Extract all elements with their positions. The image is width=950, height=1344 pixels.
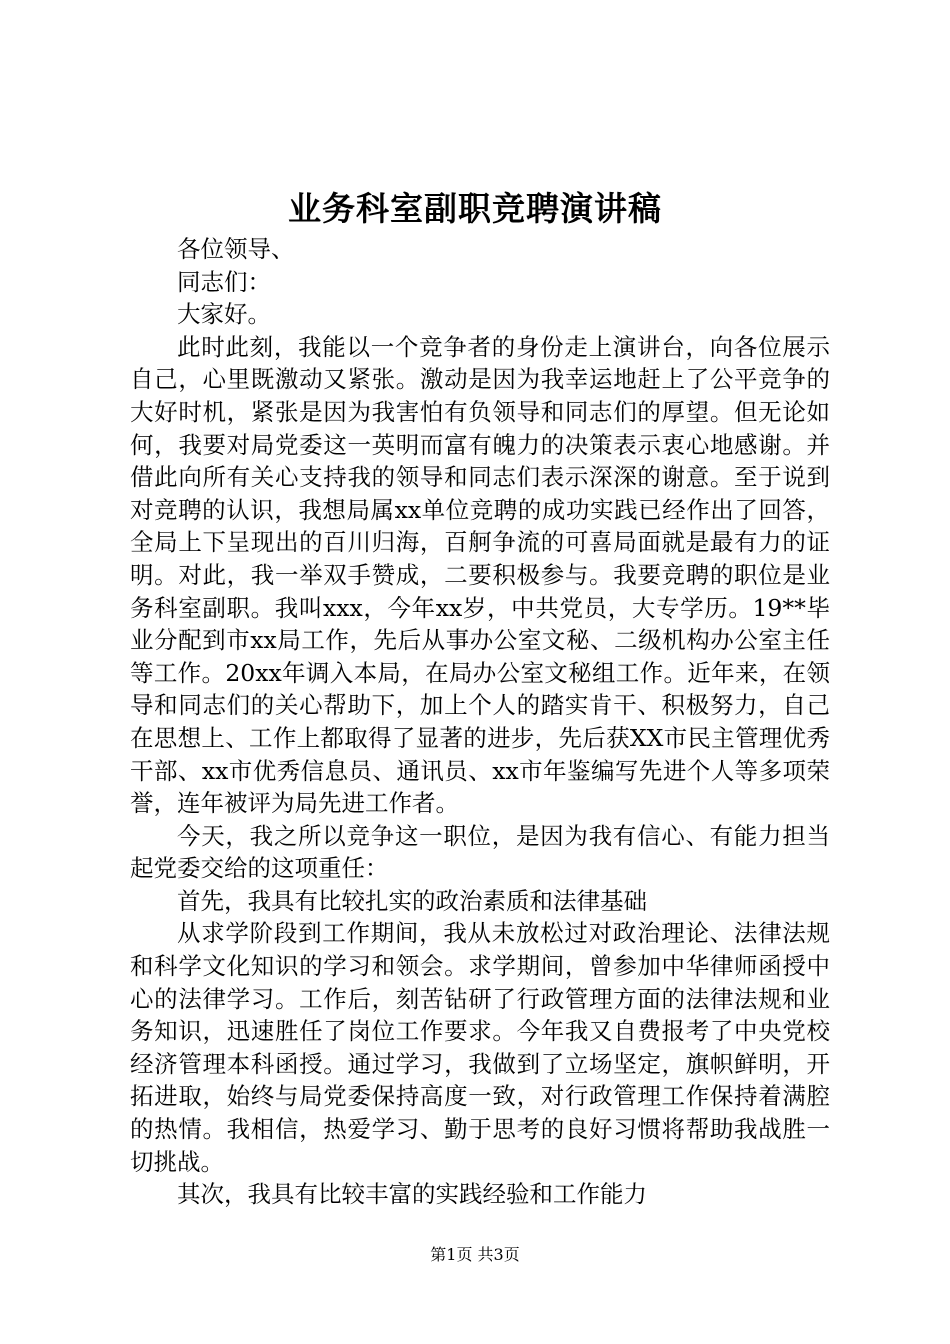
paragraph-introduction: 此时此刻，我能以一个竞争者的身份走上演讲台，向各位展示自己，心里既激动又紧张。激动是因为我幸运地赶上了公平竞争的大好时机，紧张是因为我害怕有负领导和同志们的厚望。但无论如何，我要对局党委这一英明而富有魄力的决策表示衷心地感谢。并借此向所有关心支持我的领导和同志们表示深深的谢意。至于说到对竞聘的认识，我想局属xx单位竞聘的成功实践已经作出了回答，全局上下呈现出的百川归海，百舸争流的可喜局面就是最有力的证明。对此，我一举双手赞成，二要积极参与。我要竞聘的职位是业务科室副职。我叫xxx，今年xx岁，中共党员，大专学历。19**毕业分配到市xx局工作，先后从事办公室文秘、二级机构办公室主任等工作。20xx年调入本局，在局办公室文秘组工作。近年来，在领导和同志们的关心帮助下，加上个人的踏实肯干、积极努力，自己在思想上、工作上都取得了显著的进步，先后获XX市民主管理优秀干部、xx市优秀信息员、通讯员、xx市年鉴编写先进个人等多项荣誉，连年被评为局先进工作者。	[130, 332, 830, 818]
heading-first-point: 首先，我具有比较扎实的政治素质和法律基础	[177, 886, 647, 915]
heading-second-point: 其次，我具有比较丰富的实践经验和工作能力	[177, 1180, 647, 1209]
document-body	[130, 233, 830, 1211]
page-number-footer: 第1页 共3页	[430, 1245, 520, 1264]
salutation-leaders: 各位领导、	[177, 235, 295, 263]
greeting: 大家好。	[177, 300, 271, 329]
document-title: 业务科室副职竞聘演讲稿	[288, 189, 662, 228]
salutation-comrades: 同志们：	[177, 267, 271, 296]
paragraph-first-point: 从求学阶段到工作期间，我从未放松过对政治理论、法律法规和科学文化知识的学习和领会。求学期间，曾参加中华律师函授中心的法律学习。工作后，刻苦钻研了行政管理方面的法律法规和业务知识，迅速胜任了岗位工作要求。今年我又自费报考了中央党校经济管理本科函授。通过学习，我做到了立场坚定，旗帜鲜明，开拓进取，始终与局党委保持高度一致，对行政管理工作保持着满腔的热情。我相信，热爱学习、勤于思考的良好习惯将帮助我战胜一切挑战。	[130, 919, 830, 1176]
paragraph-reason: 今天，我之所以竞争这一职位，是因为我有信心、有能力担当起党委交给的这项重任：	[130, 821, 830, 883]
